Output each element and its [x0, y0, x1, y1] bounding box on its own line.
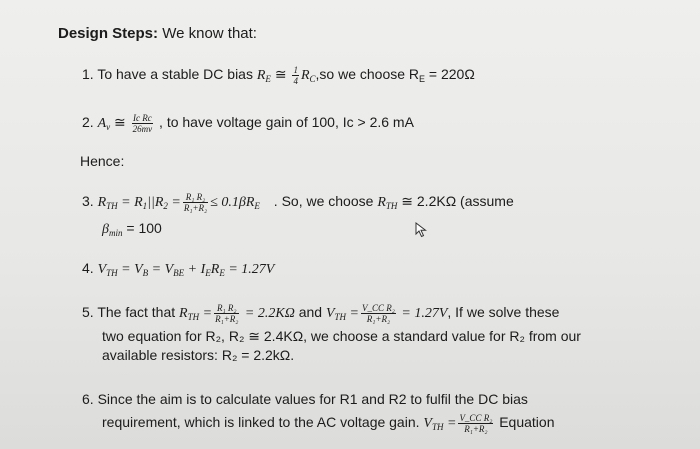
step-5-number: 5. [82, 304, 94, 321]
step-2-tail: , to have voltage gain of 100, Ic > 2.6 mA [159, 114, 414, 131]
step-6-line-2-row [102, 413, 555, 436]
step-5-fraction-2: $\frac{\text{V\_CC R₂}}{\text{R₁+R₂}}$ [362, 303, 395, 324]
step-3-number: 3. [82, 193, 94, 210]
step-2-fraction: $\frac{\text{Ic Rc}}{26mv}$ [132, 113, 153, 134]
design-steps-header [58, 25, 257, 43]
step-4 [82, 259, 274, 282]
step-5-rth: $R_{TH}$ = [179, 306, 213, 323]
step-5 [82, 303, 559, 326]
step-2-number: 2. [82, 114, 94, 131]
step-6-number: 6. [82, 391, 94, 407]
step-5-fraction-1: $\frac{\text{R₁ R₂}}{\text{R₁+R₂}}$ [215, 303, 239, 324]
step-1-number: 1. [82, 66, 94, 83]
step-5-line-3: available resistors: R₂ = 2.2kΩ. [102, 347, 295, 363]
step-1-approx: ≅ [274, 66, 287, 83]
step-1-re: $R_E$ [256, 68, 271, 85]
step-5-text-b: , If we solve these [447, 304, 560, 321]
step-5-text-a: The fact that [97, 304, 176, 321]
step-5-line-2: two equation for R₂, R₂ ≅ 2.4KΩ, we choose a standard value for R₂ from our [102, 328, 581, 344]
step-2-av: $A_v$ [97, 116, 111, 133]
step-2-approx: ≅ [114, 114, 126, 131]
step-5-value-2: = 1.27V [397, 306, 448, 322]
step-5-vth: $V_{TH}$ = [325, 306, 359, 323]
step-1-fraction: $\frac{1}{4}$ [293, 65, 298, 86]
step-1-rc: $R_C$ [300, 68, 316, 85]
step-6-vth: $V_{TH}$ = [423, 416, 457, 433]
step-3 [82, 192, 514, 215]
step-5-value-1: = 2.2KΩ [241, 306, 295, 322]
design-steps-heading: Design Steps: [58, 25, 159, 42]
step-3-equation: $R_{TH} = R_1||R_2$ = [97, 195, 181, 212]
mouse-cursor-icon [415, 222, 429, 238]
step-1-text: To have a stable DC bias [97, 66, 253, 83]
step-3-so: . So, we choose [273, 193, 374, 210]
step-6 [82, 390, 528, 408]
step-3-fraction: $\frac{\text{R₁ R₂}}{\text{R₁+R₂}}$ [183, 192, 208, 213]
step-6-line-2: requirement, which is linked to the AC voltage gain. [102, 414, 420, 431]
step-3-beta: $\beta_{min} = 100$ [102, 220, 162, 238]
step-1 [82, 65, 475, 88]
step-2 [82, 113, 414, 136]
step-3-rth-value: ≅ 2.2KΩ (assume [397, 193, 514, 210]
step-5-and: and [298, 304, 323, 321]
step-6-equation-label: Equation [499, 414, 555, 431]
design-steps-intro: We know that: [158, 25, 257, 42]
step-6-line-1: Since the aim is to calculate values for R1 and R2 to fulfil the DC bias [97, 391, 528, 407]
step-1-tail: ,so we choose $R_E = 220\Omega$ [315, 66, 475, 85]
step-6-fraction: $\frac{\text{V\_CC R₂}}{\text{R₁+R₂}}$ [459, 413, 493, 434]
hence-label: Hence: [80, 153, 125, 169]
step-4-number: 4. [82, 260, 94, 276]
step-4-equation: $V_{TH} = V_B = V_{BE} + I_ER_E = 1.27V$ [97, 262, 275, 278]
step-3-inequality: ≤ $0.1\beta R_E$ [210, 195, 260, 212]
step-3-rth: $R_{TH}$ [377, 195, 398, 212]
